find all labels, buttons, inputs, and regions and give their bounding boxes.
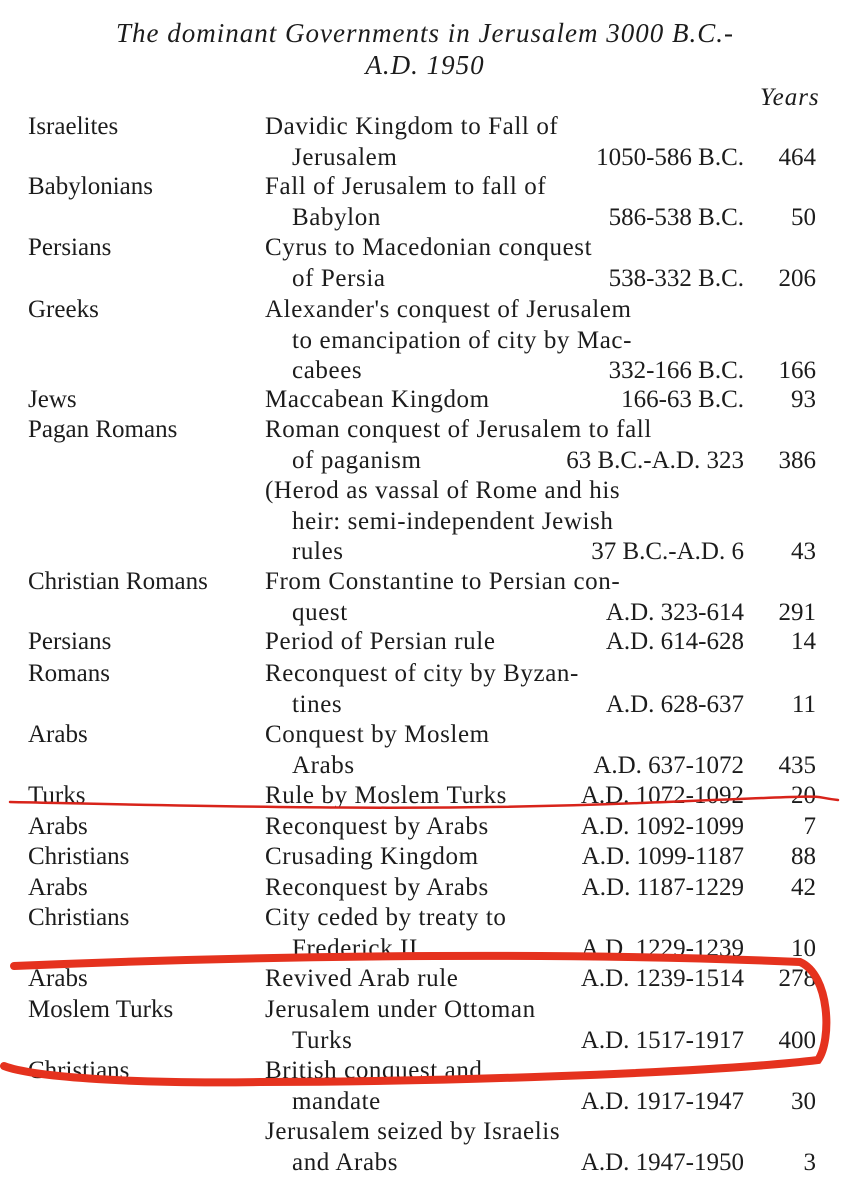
period-dates: A.D. 1072-1092	[580, 782, 744, 809]
description-line: and Arabs	[292, 1148, 399, 1176]
period-dates: 37 B.C.-A.D. 6	[591, 538, 744, 565]
years-count: 88	[791, 843, 816, 870]
years-column-header: Years	[760, 84, 820, 111]
years-count: 278	[778, 965, 816, 992]
description-line: Revived Arab rule	[265, 965, 459, 992]
years-count: 386	[778, 446, 816, 474]
description-line: quest	[292, 598, 348, 626]
government-name: Moslem Turks	[28, 996, 174, 1023]
period-dates: A.D. 1917-1947	[580, 1087, 744, 1115]
years-count: 7	[803, 813, 816, 840]
description-line: From Constantine to Persian con-	[265, 568, 621, 595]
description-line: Crusading Kingdom	[265, 843, 479, 870]
description-line: of paganism	[292, 446, 422, 474]
years-count: 206	[778, 264, 816, 292]
years-count: 42	[791, 874, 816, 901]
period-dates: A.D. 614-628	[605, 628, 744, 655]
description-line: to emancipation of city by Mac-	[292, 326, 633, 354]
description-line: Jerusalem	[292, 143, 398, 171]
description-line: (Herod as vassal of Rome and his	[265, 477, 621, 504]
period-dates: A.D. 1092-1099	[580, 813, 744, 840]
government-name: Persians	[28, 628, 112, 655]
description-line: Period of Persian rule	[265, 628, 496, 655]
years-count: 3	[803, 1148, 816, 1176]
red-underline-turks-row	[10, 797, 838, 808]
period-dates: A.D. 1517-1917	[580, 1026, 744, 1054]
description-line: Jerusalem under Ottoman	[265, 996, 536, 1023]
period-dates: 538-332 B.C.	[608, 264, 744, 292]
description-line: rules	[292, 538, 344, 565]
government-name: Babylonians	[28, 173, 153, 200]
years-count: 20	[791, 782, 816, 809]
period-dates: 586-538 B.C.	[608, 203, 744, 231]
period-dates: A.D. 637-1072	[593, 751, 744, 779]
description-line: Turks	[292, 1026, 353, 1054]
years-count: 435	[778, 751, 816, 779]
period-dates: 166-63 B.C.	[621, 386, 744, 413]
years-count: 464	[778, 143, 816, 171]
description-line: Jerusalem seized by Israelis	[265, 1118, 561, 1145]
years-count: 291	[778, 598, 816, 626]
description-line: Roman conquest of Jerusalem to fall	[265, 416, 652, 443]
red-circle-ottoman-row	[4, 956, 826, 1082]
description-line: mandate	[292, 1087, 381, 1115]
period-dates: A.D. 323-614	[605, 598, 744, 626]
government-name: Arabs	[28, 874, 88, 901]
description-line: Reconquest by Arabs	[265, 874, 489, 901]
page-title: The dominant Governments in Jerusalem 3000 B.C.-	[116, 18, 734, 48]
government-name: Arabs	[28, 813, 88, 840]
government-name: Greeks	[28, 296, 99, 323]
description-line: Reconquest of city by Byzan-	[265, 660, 579, 687]
government-name: Jews	[28, 386, 77, 413]
government-name: Arabs	[28, 965, 88, 992]
years-count: 10	[791, 934, 816, 962]
years-count: 30	[791, 1087, 816, 1115]
description-line: Alexander's conquest of Jerusalem	[265, 296, 632, 323]
period-dates: A.D. 1947-1950	[580, 1148, 744, 1176]
description-line: Babylon	[292, 203, 381, 231]
years-count: 43	[791, 538, 816, 565]
description-line: tines	[292, 690, 343, 718]
period-dates: A.D. 1229-1239	[580, 934, 744, 962]
period-dates: A.D. 1239-1514	[580, 965, 744, 992]
government-name: Pagan Romans	[28, 416, 178, 443]
years-count: 11	[791, 690, 816, 718]
government-name: Persians	[28, 234, 112, 261]
government-name: Christian Romans	[28, 568, 208, 595]
years-count: 93	[791, 386, 816, 413]
years-count: 400	[778, 1026, 816, 1054]
description-line: Rule by Moslem Turks	[265, 782, 507, 809]
period-dates: 332-166 B.C.	[608, 357, 744, 384]
period-dates: A.D. 628-637	[605, 690, 744, 718]
government-name: Israelites	[28, 113, 119, 140]
government-name: Christians	[28, 843, 130, 870]
description-line: Davidic Kingdom to Fall of	[265, 113, 559, 140]
government-name: Arabs	[28, 721, 88, 748]
period-dates: A.D. 1099-1187	[581, 843, 744, 870]
description-line: British conquest and	[265, 1057, 483, 1084]
years-count: 14	[791, 628, 816, 655]
description-line: Maccabean Kingdom	[265, 386, 490, 413]
period-dates: 63 B.C.-A.D. 323	[566, 446, 744, 474]
government-name: Romans	[28, 660, 110, 687]
description-line: cabees	[292, 357, 363, 384]
description-line: Cyrus to Macedonian conquest	[265, 234, 593, 261]
government-name: Christians	[28, 904, 130, 931]
years-count: 166	[778, 357, 816, 384]
period-dates: A.D. 1187-1229	[581, 874, 744, 901]
description-line: Arabs	[292, 751, 355, 779]
description-line: of Persia	[292, 264, 386, 292]
description-line: City ceded by treaty to	[265, 904, 507, 931]
description-line: Conquest by Moslem	[265, 721, 490, 748]
page-title-line2: A.D. 1950	[365, 50, 485, 80]
description-line: Fall of Jerusalem to fall of	[265, 173, 547, 200]
description-line: Reconquest by Arabs	[265, 813, 489, 840]
period-dates: 1050-586 B.C.	[596, 143, 744, 171]
government-name: Christians	[28, 1057, 130, 1084]
description-line: Frederick II	[292, 934, 418, 962]
years-count: 50	[791, 203, 816, 231]
government-name: Turks	[28, 782, 86, 809]
description-line: heir: semi-independent Jewish	[292, 507, 614, 535]
